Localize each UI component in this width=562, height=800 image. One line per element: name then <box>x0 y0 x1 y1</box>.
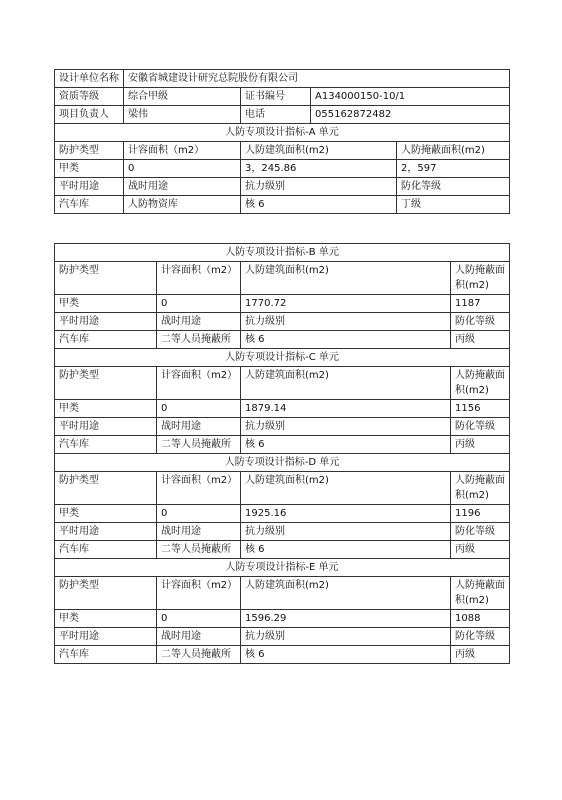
table-cell: 1925.16 <box>241 505 451 523</box>
table-cell: 1187 <box>451 295 510 313</box>
table-cell: 丙级 <box>451 541 510 559</box>
table-cell: 核 6 <box>241 646 451 664</box>
table-row <box>55 88 510 106</box>
table-cell: 二等人员掩蔽所 <box>157 541 241 559</box>
table-row <box>55 454 510 472</box>
header-cell: 人防掩蔽面积(m2) <box>451 262 510 295</box>
table-cell: 2，597 <box>397 160 510 178</box>
header-cell: 防护类型 <box>55 472 157 505</box>
table-cell: 1156 <box>451 400 510 418</box>
header-cell: 防护类型 <box>55 577 157 610</box>
table-row <box>55 559 510 577</box>
header-cell: 防护类型 <box>55 262 157 295</box>
table-cell: 平时用途 <box>55 628 157 646</box>
phone-value: 055162872482 <box>311 106 510 124</box>
table-row <box>55 178 510 196</box>
table-cell: 战时用途 <box>157 523 241 541</box>
table-cell: 抗力级别 <box>241 418 451 436</box>
table-cell: 丙级 <box>451 331 510 349</box>
certificate-label: 证书编号 <box>241 88 311 106</box>
table-row <box>55 244 510 262</box>
table-cell: 1196 <box>451 505 510 523</box>
unit-c-title: 人防专项设计指标-C 单元 <box>55 349 510 367</box>
unit-d-title: 人防专项设计指标-D 单元 <box>55 454 510 472</box>
table-cell: 甲类 <box>55 295 157 313</box>
table-cell: 汽车库 <box>55 436 157 454</box>
table-cell: 核 6 <box>241 436 451 454</box>
table-cell: 二等人员掩蔽所 <box>157 436 241 454</box>
table-cell: 1770.72 <box>241 295 451 313</box>
table-cell: 防化等级 <box>451 628 510 646</box>
table-row <box>55 367 510 400</box>
table-row <box>55 313 510 331</box>
table-cell: 汽车库 <box>55 196 124 214</box>
header-cell: 人防掩蔽面积(m2) <box>451 577 510 610</box>
table-row <box>55 349 510 367</box>
table-cell: 0 <box>157 610 241 628</box>
header-cell: 人防建筑面积(m2) <box>241 472 451 505</box>
table-cell: 丁级 <box>397 196 510 214</box>
table-cell: 汽车库 <box>55 646 157 664</box>
design-unit-label: 设计单位名称 <box>55 70 124 88</box>
unit-b-title: 人防专项设计指标-B 单元 <box>55 244 510 262</box>
table-cell: 防化等级 <box>451 523 510 541</box>
design-unit-value: 安徽省城建设计研究总院股份有限公司 <box>124 70 510 88</box>
project-info-and-unit-a-table <box>54 69 510 214</box>
header-cell: 人防建筑面积(m2) <box>241 577 451 610</box>
table-row <box>55 331 510 349</box>
table-cell: 核 6 <box>241 541 451 559</box>
table-cell: 战时用途 <box>157 418 241 436</box>
header-cell: 人防掩蔽面积(m2) <box>397 142 510 160</box>
unit-d-section <box>55 454 510 559</box>
table-cell: 战时用途 <box>157 628 241 646</box>
table-row <box>55 577 510 610</box>
table-cell: 核 6 <box>241 196 397 214</box>
header-cell: 人防掩蔽面积(m2) <box>451 367 510 400</box>
table-row <box>55 418 510 436</box>
table-cell: 1596.29 <box>241 610 451 628</box>
table-cell: 1879.14 <box>241 400 451 418</box>
table-row <box>55 295 510 313</box>
table-row <box>55 142 510 160</box>
units-b-to-e-table <box>54 243 510 664</box>
table-cell: 甲类 <box>55 610 157 628</box>
table-row <box>55 436 510 454</box>
header-cell: 人防建筑面积(m2) <box>241 367 451 400</box>
table-row <box>55 70 510 88</box>
header-cell: 计容面积（m2） <box>157 262 241 295</box>
table-cell: 0 <box>157 505 241 523</box>
table-row <box>55 124 510 142</box>
header-cell: 人防掩蔽面积(m2) <box>451 472 510 505</box>
table-cell: 3，245.86 <box>241 160 397 178</box>
table-row <box>55 160 510 178</box>
certificate-value: A134000150-10/1 <box>311 88 510 106</box>
unit-e-section <box>55 559 510 664</box>
table-cell: 0 <box>157 295 241 313</box>
table-row <box>55 610 510 628</box>
table-row <box>55 505 510 523</box>
project-lead-label: 项目负责人 <box>55 106 124 124</box>
table-cell: 1088 <box>451 610 510 628</box>
table-cell: 人防物资库 <box>124 196 241 214</box>
table-cell: 平时用途 <box>55 418 157 436</box>
table-cell: 防化等级 <box>397 178 510 196</box>
table-cell: 甲类 <box>55 160 124 178</box>
table-cell: 防化等级 <box>451 313 510 331</box>
unit-c-section <box>55 349 510 454</box>
table-cell: 0 <box>124 160 241 178</box>
table-row <box>55 628 510 646</box>
header-cell: 防护类型 <box>55 367 157 400</box>
table-cell: 二等人员掩蔽所 <box>157 331 241 349</box>
table-cell: 抗力级别 <box>241 178 397 196</box>
table-row <box>55 400 510 418</box>
table-cell: 平时用途 <box>55 178 124 196</box>
project-lead-value: 梁伟 <box>124 106 241 124</box>
table-cell: 汽车库 <box>55 331 157 349</box>
table-cell: 抗力级别 <box>241 628 451 646</box>
table-cell: 丙级 <box>451 646 510 664</box>
table-cell: 甲类 <box>55 505 157 523</box>
table-cell: 平时用途 <box>55 523 157 541</box>
table-row <box>55 472 510 505</box>
header-cell: 防护类型 <box>55 142 124 160</box>
header-cell: 计容面积（m2） <box>157 472 241 505</box>
table-cell: 核 6 <box>241 331 451 349</box>
qualification-label: 资质等级 <box>55 88 124 106</box>
table-cell: 抗力级别 <box>241 523 451 541</box>
table-cell: 防化等级 <box>451 418 510 436</box>
table-row <box>55 523 510 541</box>
header-cell: 计容面积（m2） <box>157 367 241 400</box>
table-row <box>55 541 510 559</box>
table-cell: 甲类 <box>55 400 157 418</box>
table-row <box>55 196 510 214</box>
unit-b-section <box>55 244 510 349</box>
unit-e-title: 人防专项设计指标-E 单元 <box>55 559 510 577</box>
table-row <box>55 262 510 295</box>
table-row <box>55 106 510 124</box>
header-cell: 人防建筑面积(m2) <box>241 262 451 295</box>
header-cell: 人防建筑面积(m2) <box>241 142 397 160</box>
phone-label: 电话 <box>241 106 311 124</box>
table-cell: 抗力级别 <box>241 313 451 331</box>
table-cell: 平时用途 <box>55 313 157 331</box>
table-row <box>55 646 510 664</box>
table-cell: 汽车库 <box>55 541 157 559</box>
table-cell: 0 <box>157 400 241 418</box>
qualification-value: 综合甲级 <box>124 88 241 106</box>
table-cell: 丙级 <box>451 436 510 454</box>
header-cell: 计容面积（m2） <box>124 142 241 160</box>
unit-a-title: 人防专项设计指标-A 单元 <box>55 124 510 142</box>
table-cell: 二等人员掩蔽所 <box>157 646 241 664</box>
table-cell: 战时用途 <box>157 313 241 331</box>
header-cell: 计容面积（m2） <box>157 577 241 610</box>
table-cell: 战时用途 <box>124 178 241 196</box>
